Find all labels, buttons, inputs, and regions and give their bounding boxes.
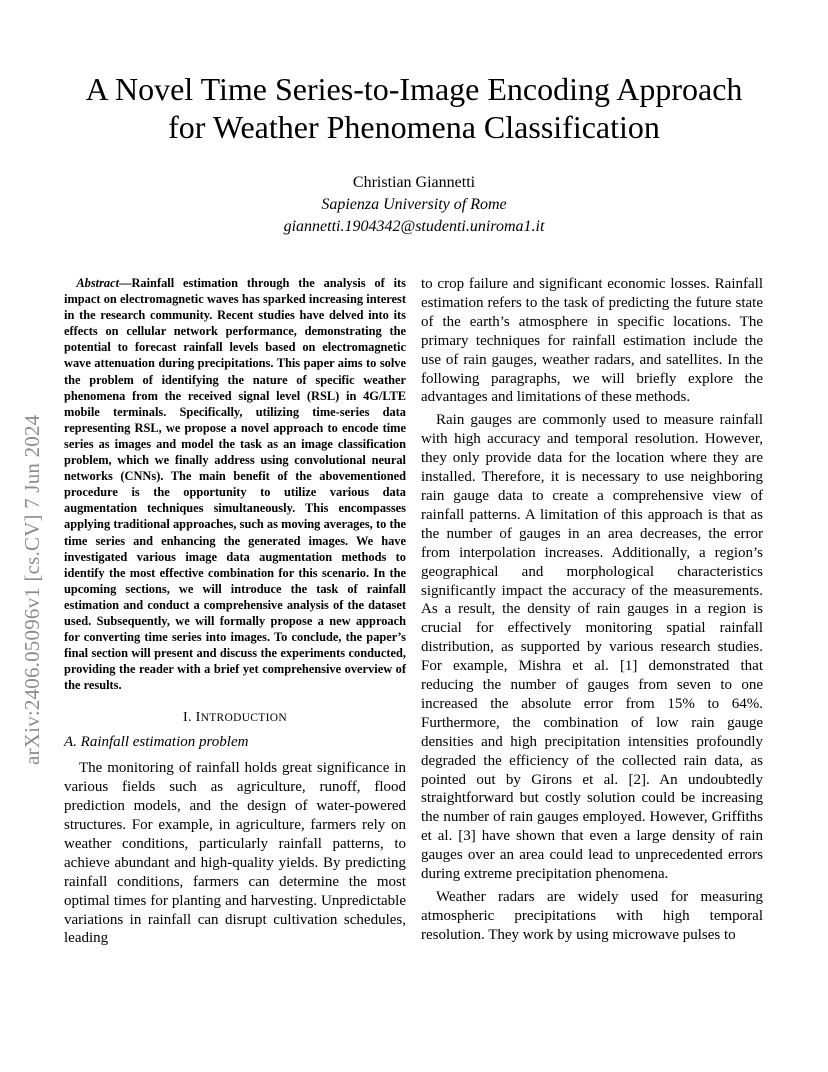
section-heading-introduction xyxy=(64,709,406,728)
abstract-text: —Rainfall estimation through the analysis of its impact on electromagnetic waves has sparked increasing interest in the research community. Recent studies have delved into its effects on cellular network performance, demonstrating the potential to forecast rainfall levels based on electromagnetic wave attenuation during precipitations. This paper aims to solve the problem of identifying the nature of specific weather phenomena from the received signal level (RSL) in 4G/LTE mobile terminals. Specifically, utilizing time-series data representing RSL, we propose a novel approach to encode time series as images and model the task as an image classification problem, which we finally address using convolutional neural networks (CNNs). The main benefit of the abovementioned procedure is the opportunity to utilize various data augmentation techniques simultaneously. This encompasses applying traditional approaches, such as moving averages, to the time series and enhancing the generated images. We have investigated various image data augmentation methods to identify the most effective combination for this scenario. In the upcoming sections, we will introduce the task of rainfall estimation and conduct a comprehensive analysis of the dataset used. Subsequently, we will formally propose a new approach for converting time series into images. To conclude, the paper’s final section will present and discuss the experiments conducted, providing the reader with a brief yet comprehensive overview of the results. xyxy=(64,276,406,693)
paragraph-1-start: The monitoring of rainfall holds great significance in various fields such as agriculture, runoff, flood prediction models, and the design of water-powered structures. For example, in agriculture, farmers rely on weather conditions, particularly rainfall patterns, to achieve abundant and high-quality yields. By predicting rainfall conditions, farmers can determine the most optimal times for planting and harvesting. Unpredictable variations in rainfall can disrupt cultivation schedules, leading xyxy=(64,760,406,947)
section-title-initial: I xyxy=(195,710,201,726)
left-column xyxy=(64,275,406,948)
section-number: I. xyxy=(183,710,192,726)
paragraph-3: Weather radars are widely used for measuring atmospheric precipitations with high temporal resolution. They work by using microwave pulses to xyxy=(421,889,763,943)
paper-title-line-2: for Weather Phenomena Classification xyxy=(168,109,660,145)
subsection-heading-rainfall-estimation: A. Rainfall estimation problem xyxy=(64,734,249,751)
paragraph-1-continued: to crop failure and significant economic losses. Rainfall estimation refers to the task of predicting the future state of the earth’s atmosphere in specific locations. The primary techniques for rainfall estimation include the use of rain gauges, weather radars, and satellites. In the following paragraphs, we will briefly explore the advantages and limitations of these methods. xyxy=(421,276,763,406)
abstract xyxy=(64,275,406,693)
author-name: Christian Giannetti xyxy=(352,174,476,191)
paragraph-2: Rain gauges are commonly used to measure rainfall with high accuracy and temporal resolution. However, they only provide data for the location where they are installed. Therefore, it is necessary to use neighboring rain gauge data to create a comprehensive view of rainfall patterns. A limitation of this approach is that as the number of gauges in an area decreases, the error from interpolation increases. Additionally, a region’s geographical and morphological characteristics significantly impact the accuracy of the measurements. As a result, the density of rain gauges in a region is crucial for effectively monitoring spatial rainfall distribution, as supported by various research studies. For example, Mishra et al. [1] demonstrated that reducing the number of gauges from seven to one increased the absolute error from 15% to 64%. Furthermore, the combination of low rain gauge densities and high precipitation intensities profoundly degraded the efficiency of the collected rain data, as pointed out by Girons et al. [2]. An undoubtedly straightforward but costly solution could be increasing the number of rain gauges employed. However, Griffiths et al. [3] have shown that even a large density of rain gauges over an area could lead to unprecedented errors during extreme precipitation phenomena. xyxy=(421,412,763,883)
arxiv-identifier: arXiv:2406.05096v1 [cs.CV] 7 Jun 2024 xyxy=(20,414,44,765)
paper-title-line-1: A Novel Time Series-to-Image Encoding Approach xyxy=(85,71,743,107)
author-email: giannetti.1904342@studenti.uniroma1.it xyxy=(283,218,545,235)
author-affiliation: Sapienza University of Rome xyxy=(321,196,507,213)
paper-title xyxy=(40,70,788,146)
abstract-label: Abstract xyxy=(76,276,120,290)
right-column xyxy=(421,275,763,945)
section-title-rest: NTRODUCTION xyxy=(200,712,287,725)
